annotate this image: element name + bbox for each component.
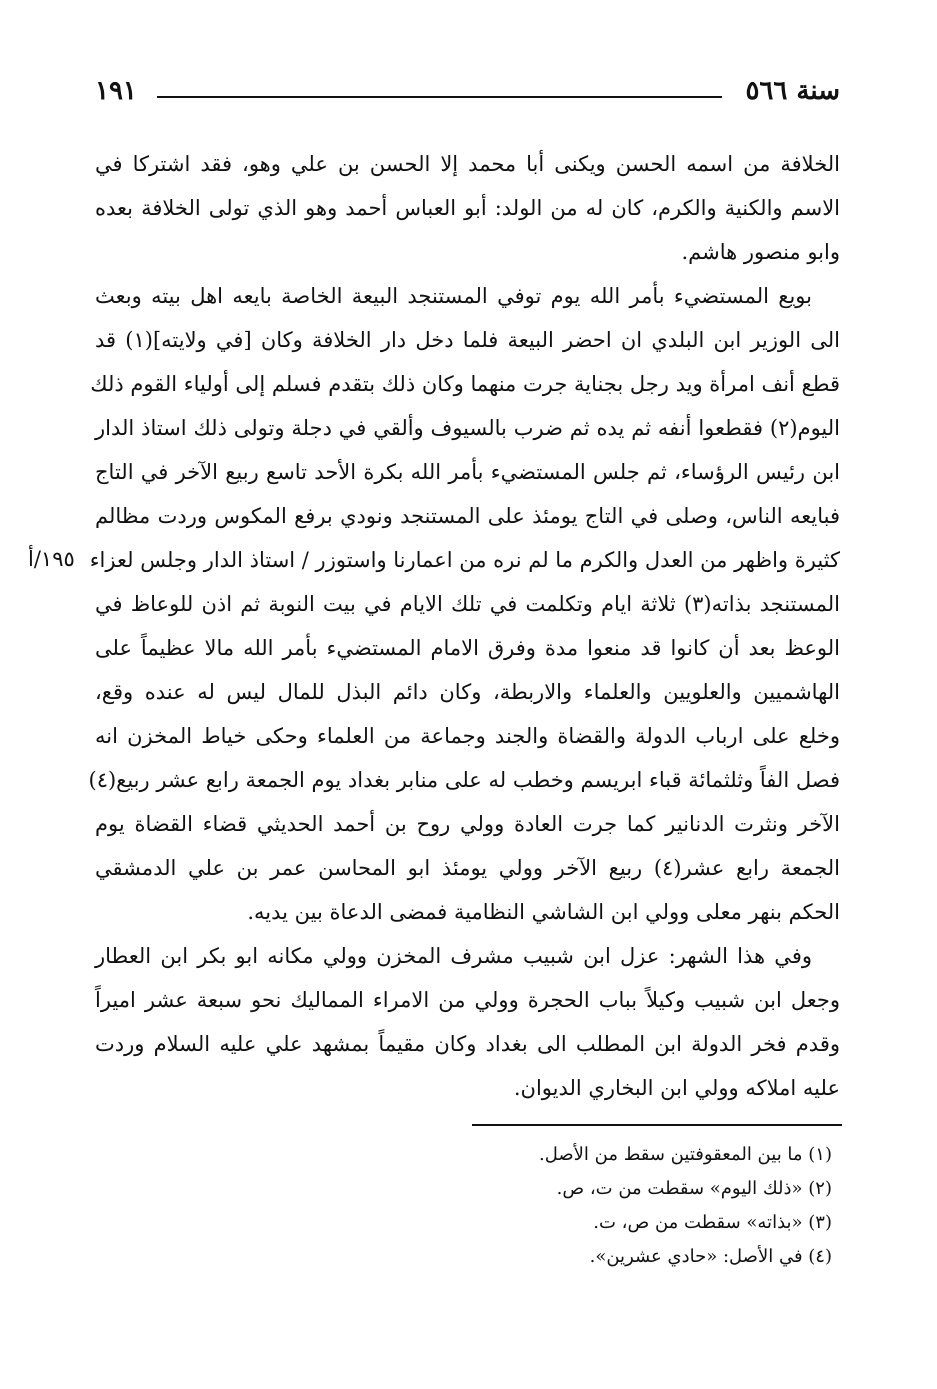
text-line: فصل الفاً وثلثمائة قباء ابريسم وخطب له على منابر بغداد يوم الجمعة رابع عشر ربيع(٤) — [88, 768, 840, 792]
text-line: وخلع على ارباب الدولة والقضاة والجند وجماعة من العلماء وحكى خياط المخزن انه — [95, 724, 840, 748]
footnote: (٢) «ذلك اليوم» سقطت من ت، ص. — [556, 1178, 832, 1199]
text-line: الى الوزير ابن البلدي ان احضر البيعة فلما دخل دار الخلافة وكان [في ولايته](١) قد — [95, 328, 840, 352]
header-rule — [157, 96, 722, 98]
text-line: الجمعة رابع عشر(٤) ربيع الآخر وولي يومئذ ابو المحاسن عمر بن علي الدمشقي — [95, 856, 840, 880]
text-line: الهاشميين والعلويين والعلماء والاربطة، وكان دائم البذل للمال ليس له عنده وقع، — [95, 680, 840, 704]
text-line: بويع المستضيء بأمر الله يوم توفي المستنجد البيعة الخاصة بايعه اهل بيته وبعث — [95, 284, 812, 308]
text-line: المستنجد بذاته(٣) ثلاثة ايام وتكلمت في تلك الايام في بيت النوبة ثم اذن للوعاظ في — [95, 592, 840, 616]
text-line: وقدم فخر الدولة ابن المطلب الى بغداد وكان مقيماً بمشهد علي عليه السلام وردت — [95, 1032, 840, 1056]
text-line: الخلافة من اسمه الحسن ويكنى أبا محمد إلا الحسن بن علي وهو، فقد اشتركا في — [95, 152, 840, 176]
footnote: (١) ما بين المعقوفتين سقط من الأصل. — [539, 1144, 832, 1165]
text-line: الوعظ بعد أن كانوا قد منعوا مدة وفرق الامام المستضيء بأمر الله مالا عظيماً على — [95, 636, 840, 660]
text-line: قطع أنف امرأة ويد رجل بجناية جرت منهما وكان ذلك بتقدم فسلم إلى أولياء القوم ذلك — [90, 372, 840, 396]
running-header — [95, 72, 840, 116]
page-number: ١٩١ — [95, 76, 137, 106]
text-line: عليه املاكه وولي ابن البخاري الديوان. — [513, 1076, 840, 1100]
text-line: ابن رئيس الرؤساء، ثم جلس المستضيء بأمر الله بكرة الأحد تاسع ربيع الآخر في التاج — [95, 460, 840, 484]
footnote: (٣) «بذاته» سقطت من ص، ت. — [593, 1212, 832, 1233]
main-text — [88, 142, 840, 1110]
text-line: الاسم والكنية والكرم، كان له من الولد: أبو العباس أحمد وهو الذي تولى الخلافة بعده — [95, 196, 840, 220]
footnotes — [232, 1138, 832, 1274]
text-line: وفي هذا الشهر: عزل ابن شبيب مشرف المخزن وولي مكانه ابو بكر ابن العطار — [95, 944, 812, 968]
footnote: (٤) في الأصل: «حادي عشرين». — [589, 1246, 832, 1267]
text-line: اليوم(٢) فقطعوا أنفه ثم يده ثم ضرب بالسيوف وألقي في دجلة وتولى ذلك استاذ الدار — [95, 416, 840, 440]
text-line: فبايعه الناس، وصلى في التاج يومئذ على المستنجد ونودي برفع المكوس وردت مظالم — [95, 504, 840, 528]
text-line: الآخر ونثرت الدنانير كما جرت العادة وولي روح بن أحمد الحديثي قضاء القضاة يوم — [95, 812, 840, 836]
text-line: وجعل ابن شبيب وكيلاً بباب الحجرة وولي من الامراء المماليك نحو سبعة عشر اميراً — [95, 988, 840, 1012]
header-year: سنة ٥٦٦ — [745, 76, 840, 106]
margin-folio-note: ١٩٥/أ — [28, 547, 75, 571]
text-line: وابو منصور هاشم. — [681, 240, 840, 264]
footnote-separator — [472, 1124, 842, 1126]
text-line: كثيرة واظهر من العدل والكرم ما لم نره من اعمارنا واستوزر / استاذ الدار وجلس لعزاء — [89, 548, 840, 572]
text-line: الحكم بنهر معلى وولي ابن الشاشي النظامية فمضى الدعاة بين يديه. — [247, 900, 840, 924]
